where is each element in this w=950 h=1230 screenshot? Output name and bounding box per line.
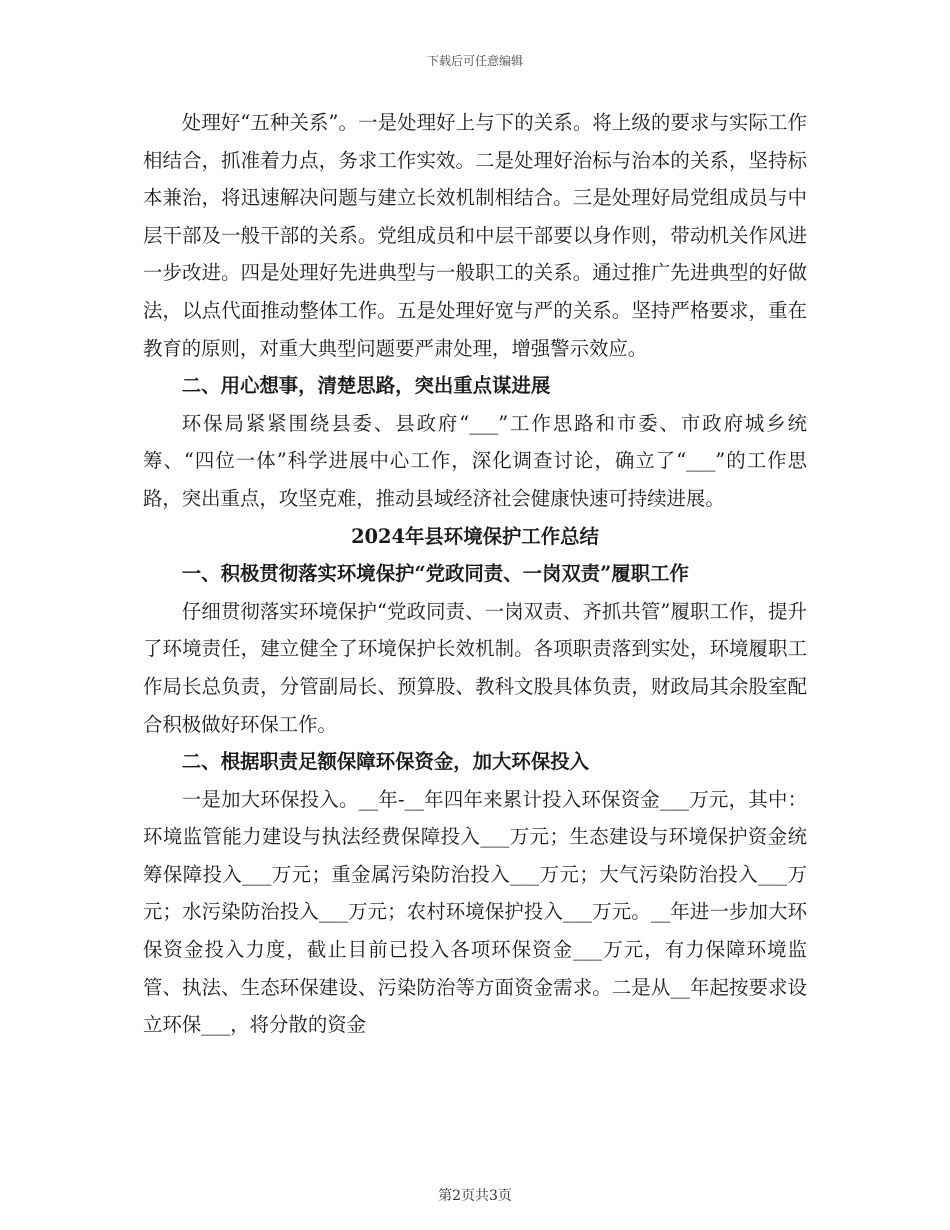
paragraph-work-approach: 环保局紧紧围绕县委、县政府“___”工作思路和市委、市政府城乡统筹、“四位一体”科学进展中心工作，深化调查讨论，确立了“___”的工作思路，突出重点，攻坚克难，推动县域经济社会健康快速可持续进展。 [143, 411, 807, 510]
section-heading-responsibility: 一、积极贯彻落实环境保护“党政同责、一岗双责”履职工作 [181, 562, 689, 586]
document-body [143, 104, 807, 1044]
document-title: 2024年县环境保护工作总结 [351, 524, 599, 548]
paragraph-responsibility: 仔细贯彻落实环境保护“党政同责、一岗双责、齐抓共管”履职工作，提升了环境责任，建立健全了环境保护长效机制。各项职责落到实处，环境履职工作局长总负责，分管副局长、预算股、教科文股具体负责，财政局其余股室配合积极做好环保工作。 [143, 599, 807, 736]
paragraph-funding: 一是加大环保投入。__年-__年四年来累计投入环保资金___万元，其中：环境监管能力建设与执法经费保障投入___万元；生态建设与环境保护资金统筹保障投入___万元；重金属污染防治投入___万元；大气污染防治投入___万元；水污染防治投入___万元；农村环境保护投入___万元。__年进一步加大环保资金投入力度，截止目前已投入各项环保资金___万元，有力保障环境监管、执法、生态环保建设、污染防治等方面资金需求。二是从__年起按要求设立环保___，将分散的资金 [143, 787, 807, 1037]
page-number: 第2页共3页 [438, 1188, 512, 1204]
page-header: 下载后可任意编辑 [426, 54, 523, 68]
paragraph-five-relations: 处理好“五种关系”。一是处理好上与下的关系。将上级的要求与实际工作相结合，抓准着力点，务求工作实效。二是处理好治标与治本的关系，坚持标本兼治，将迅速解决问题与建立长效机制相结合。三是处理好局党组成员与中层干部及一般干部的关系。党组成员和中层干部要以身作则，带动机关作风进一步改进。四是处理好先进典型与一般职工的关系。通过推广先进典型的好做法，以点代面推动整体工作。五是处理好宽与严的关系。坚持严格要求，重在教育的原则，对重大典型问题要严肃处理，增强警示效应。 [143, 111, 807, 360]
section-heading-thinking: 二、用心想事，清楚思路，突出重点谋进展 [181, 374, 551, 398]
section-heading-funding: 二、根据职责足额保障环保资金，加大环保投入 [181, 750, 589, 774]
